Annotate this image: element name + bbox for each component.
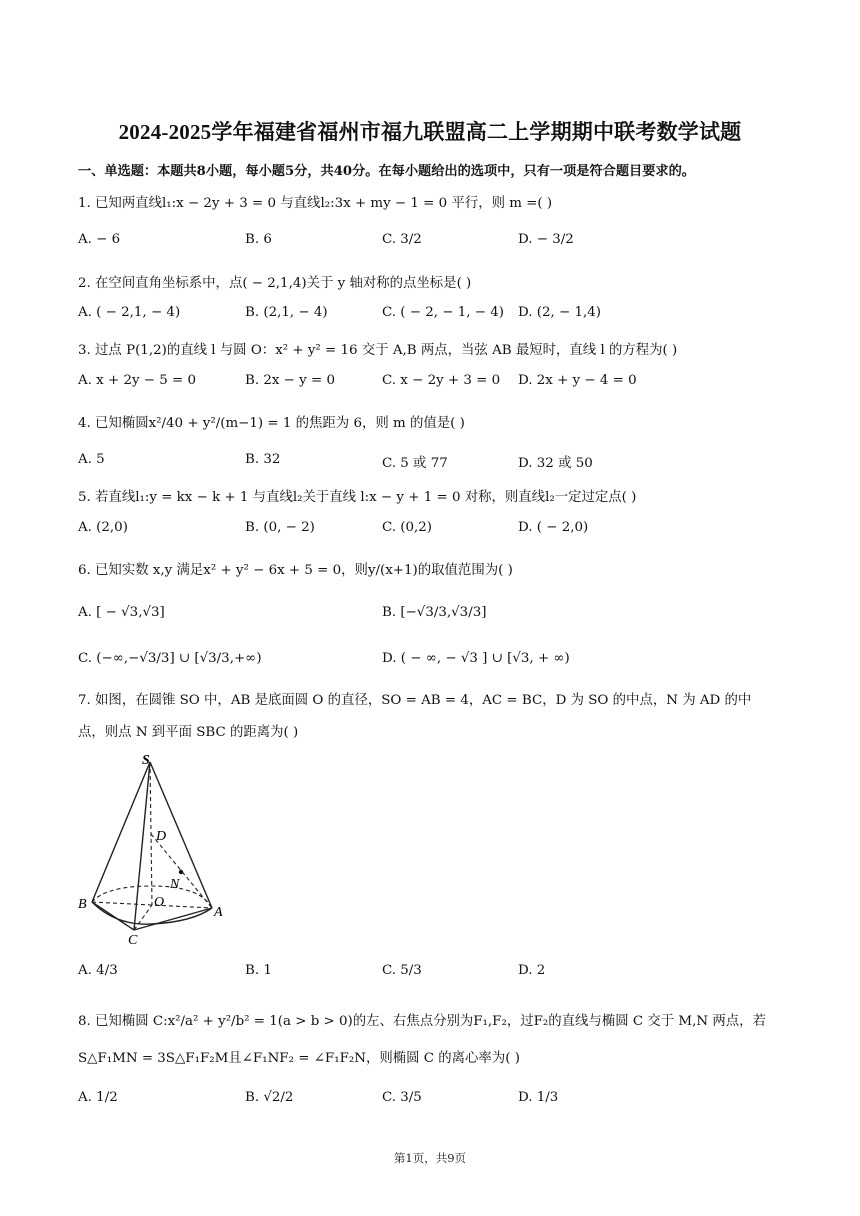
question-7-stem-continued: 点，则点 N 到平面 SBC 的距离为( ): [78, 725, 299, 740]
question-7-option-a: A. 4/3: [78, 963, 118, 978]
question-1-option-d: D. − 3/2: [518, 232, 574, 247]
question-8-stem: 8. 已知椭圆 C:x²/a² + y²/b² = 1(a > b > 0)的左、右焦点分别为F₁,F₂，过F₂的直线与椭圆 C 交于 M,N 两点，若: [78, 1014, 766, 1029]
label-s: S: [142, 753, 150, 768]
section-heading: 一、单选题：本题共8小题，每小题5分，共40分。在每小题给出的选项中，只有一项是符合题目要求的。: [78, 164, 695, 179]
page-footer: 第1页，共9页: [393, 1151, 467, 1165]
label-a: A: [214, 905, 223, 920]
question-5-option-c: C. (0,2): [382, 520, 433, 535]
question-2-option-a: A. ( − 2,1, − 4): [78, 305, 181, 320]
label-b: B: [78, 897, 87, 912]
question-5-option-a: A. (2,0): [78, 520, 128, 535]
question-7-option-b: B. 1: [245, 963, 272, 978]
question-4-option-d: D. 32 或 50: [518, 456, 593, 471]
question-8-option-a: A. 1/2: [78, 1090, 118, 1105]
question-4-option-b: B. 32: [245, 452, 281, 467]
question-3-stem: 3. 过点 P(1,2)的直线 l 与圆 O：x² + y² = 16 交于 A,B 两点，当弦 AB 最短时，直线 l 的方程为( ): [78, 343, 678, 358]
question-5-option-b: B. (0, − 2): [245, 520, 315, 535]
point-n-dot: [179, 870, 183, 874]
question-2-option-d: D. (2, − 1,4): [518, 305, 602, 320]
question-6-option-c: C. (−∞,−√3/3] ∪ [√3/3,+∞): [78, 651, 262, 666]
question-4-option-a: A. 5: [78, 452, 105, 467]
question-3-option-a: A. x + 2y − 5 = 0: [78, 373, 197, 388]
question-8-option-b: B. √2/2: [245, 1090, 294, 1105]
question-7-option-c: C. 5/3: [382, 963, 422, 978]
question-3-option-b: B. 2x − y = 0: [245, 373, 335, 388]
question-5-option-d: D. ( − 2,0): [518, 520, 589, 535]
question-6-option-d: D. ( − ∞, − √3 ] ∪ [√3, + ∞): [382, 651, 570, 666]
question-1-stem: 1. 已知两直线l₁:x − 2y + 3 = 0 与直线l₂:3x + my − 1 = 0 平行，则 m =( ): [78, 196, 553, 211]
label-c: C: [128, 933, 138, 946]
question-3-option-d: D. 2x + y − 4 = 0: [518, 373, 637, 388]
question-6-stem: 6. 已知实数 x,y 满足x² + y² − 6x + 5 = 0，则y/(x+1)的取值范围为( ): [78, 563, 513, 578]
page-title: 2024-2025学年福建省福州市福九联盟高二上学期期中联考数学试题: [118, 120, 742, 144]
label-d: D: [156, 829, 167, 844]
question-8-option-c: C. 3/5: [382, 1090, 422, 1105]
question-1-option-c: C. 3/2: [382, 232, 422, 247]
cone-figure: [76, 750, 236, 946]
question-2-option-b: B. (2,1, − 4): [245, 305, 328, 320]
question-2-option-c: C. ( − 2, − 1, − 4): [382, 305, 504, 320]
question-7-option-d: D. 2: [518, 963, 546, 978]
question-4-stem: 4. 已知椭圆x²/40 + y²/(m−1) = 1 的焦距为 6，则 m 的值是( ): [78, 416, 465, 431]
question-8-stem-continued: S△F₁MN = 3S△F₁F₂M且∠F₁NF₂ = ∠F₁F₂N，则椭圆 C 的离心率为( ): [78, 1051, 520, 1066]
question-6-option-a: A. [ − √3,√3]: [78, 605, 165, 620]
question-5-stem: 5. 若直线l₁:y = kx − k + 1 与直线l₂关于直线 l:x − y + 1 = 0 对称，则直线l₂一定过定点( ): [78, 490, 637, 505]
question-8-option-d: D. 1/3: [518, 1090, 559, 1105]
question-2-stem: 2. 在空间直角坐标系中，点( − 2,1,4)关于 y 轴对称的点坐标是( ): [78, 276, 472, 291]
question-1-option-b: B. 6: [245, 232, 272, 247]
question-7-stem: 7. 如图，在圆锥 SO 中，AB 是底面圆 O 的直径，SO = AB = 4，AC = BC，D 为 SO 的中点，N 为 AD 的中: [78, 693, 752, 708]
question-1-option-a: A. − 6: [78, 232, 121, 247]
label-o: O: [154, 895, 165, 910]
question-3-option-c: C. x − 2y + 3 = 0: [382, 373, 501, 388]
label-n: N: [170, 877, 180, 892]
question-6-option-b: B. [−√3/3,√3/3]: [382, 605, 487, 620]
question-4-option-c: C. 5 或 77: [382, 456, 448, 471]
